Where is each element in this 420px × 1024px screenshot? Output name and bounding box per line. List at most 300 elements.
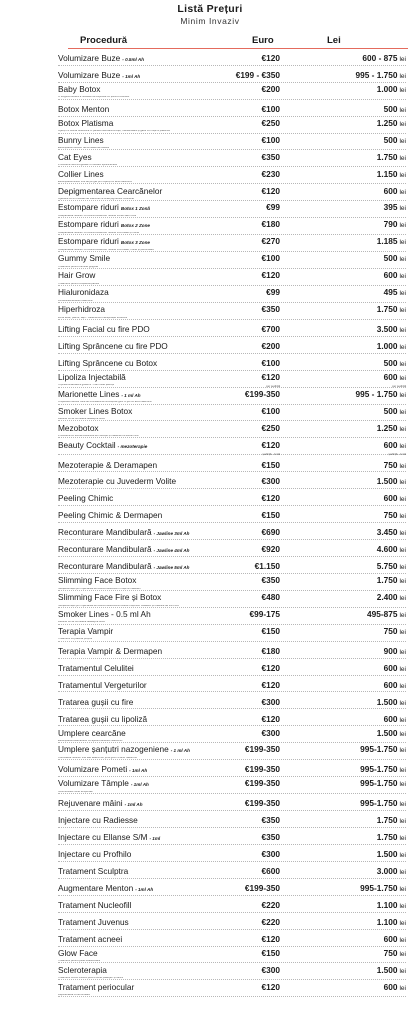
price-lei-value: 750 <box>383 459 398 470</box>
procedure-name <box>58 203 150 212</box>
procedure-note: Estomparea ridurilor de la rădăcina nasului <box>58 147 110 150</box>
procedure-label: Collier Lines <box>58 168 104 179</box>
procedure-name <box>58 983 134 991</box>
price-euro: €300 <box>261 476 280 487</box>
dotted-leader <box>58 454 406 455</box>
procedure-suffix: Botox 2 Zone <box>120 223 150 229</box>
procedure-name <box>58 288 109 296</box>
price-lei <box>384 373 406 383</box>
price-lei-value: 995 - 1.750 <box>355 69 398 80</box>
price-lei <box>377 305 406 315</box>
price-lei-unit: lei <box>399 374 406 382</box>
price-lei <box>384 136 406 146</box>
price-lei-unit: lei <box>399 628 406 636</box>
procedure-name <box>58 901 131 909</box>
price-row <box>0 847 420 864</box>
price-lei-unit: lei <box>399 137 406 145</box>
procedure-label: Estompare riduri <box>58 236 119 247</box>
procedure-name <box>58 576 136 584</box>
price-lei <box>360 765 406 775</box>
price-lei-value: 900 <box>383 645 398 656</box>
procedure-suffix: - 1ml Ah <box>130 782 149 788</box>
dotted-leader <box>58 675 406 676</box>
procedure-name <box>58 698 133 706</box>
procedure-name <box>58 271 95 279</box>
dotted-leader <box>58 573 406 574</box>
procedure-name <box>58 511 162 519</box>
price-lei-unit: lei <box>399 171 406 179</box>
procedure-name <box>58 610 151 618</box>
price-lei-value: 500 <box>383 405 398 416</box>
procedure-name <box>58 850 131 858</box>
price-row <box>0 407 420 424</box>
procedure-name <box>58 729 126 737</box>
price-lei <box>377 966 406 976</box>
price-lei-value: 790 <box>383 219 398 230</box>
procedure-label: Augmentare Menton <box>58 882 134 893</box>
procedure-note: Subțierea feței prin injectarea de toxină botulinică la nivelul mușchilor maseteri și inserare de fire PDO <box>58 604 180 607</box>
price-row <box>0 305 420 322</box>
price-lei-value: 500 <box>383 357 398 368</box>
dotted-leader <box>58 929 406 930</box>
procedure-name <box>58 254 110 262</box>
price-row <box>0 424 420 441</box>
procedure-label: Hialuronidaza <box>58 287 109 298</box>
procedure-note: Ridurile ce se formează deasupra buzei <box>58 621 106 624</box>
price-lei-value: 750 <box>383 947 398 958</box>
price-lei <box>377 576 406 586</box>
price-lei-unit: lei <box>399 479 406 487</box>
procedure-note: Tratament cu plasmă proprie <box>58 638 93 641</box>
dotted-leader <box>58 353 406 354</box>
price-lei-unit: lei <box>399 154 406 162</box>
price-lei-value: 1.100 <box>376 916 398 927</box>
procedure-note: Estomparea cearcănelor cu ajutorul acidului hialuronic <box>58 740 123 742</box>
price-row <box>0 864 420 881</box>
procedure-name <box>58 545 189 554</box>
procedure-name <box>58 935 122 943</box>
price-euro: €230 <box>261 168 280 179</box>
procedure-label: Lifting Sprâncene cu Botox <box>58 357 158 368</box>
dotted-leader <box>58 658 406 659</box>
price-lei-unit: lei <box>399 869 406 876</box>
procedure-label: Lifting Sprâncene cu fire PDO <box>58 340 168 351</box>
price-euro: €199-350 <box>244 798 280 809</box>
procedure-label: Injectare cu Ellanse S/M <box>58 832 148 843</box>
procedure-note: Umplerea ridurilor care se formează de la colțurile gurii în jos cu acid hialuronic <box>58 401 152 404</box>
price-lei-unit: lei <box>399 767 406 775</box>
procedure-name <box>58 220 150 229</box>
procedure-label: Injectare cu Profhilo <box>58 849 132 860</box>
dotted-leader <box>58 776 406 777</box>
price-lei-unit: lei <box>399 852 406 860</box>
procedure-suffix: - 1ml Ah <box>135 886 154 892</box>
procedure-name <box>58 664 134 672</box>
price-row <box>0 203 420 220</box>
price-lei-unit: lei <box>399 307 406 315</box>
price-row <box>0 881 420 898</box>
price-lei-unit: lei <box>399 547 406 555</box>
procedure-suffix: - 1ml Ah <box>122 73 141 79</box>
procedure-name <box>58 136 104 144</box>
price-euro: €120 <box>261 371 280 382</box>
procedure-label: Reconturare Mandibulară <box>58 561 152 572</box>
price-lei-unit: lei <box>399 442 406 450</box>
price-row <box>0 170 420 187</box>
price-euro-note: per ședință <box>266 384 280 389</box>
price-lei <box>384 359 406 369</box>
procedure-label: Tratament Sculptra <box>58 866 129 876</box>
procedure-name <box>58 153 92 161</box>
price-lei-unit: lei <box>399 902 406 910</box>
price-euro: €120 <box>261 713 280 724</box>
price-lei-value: 1.150 <box>376 168 398 179</box>
procedure-label: Slimming Face Fire și Botox <box>58 592 162 602</box>
price-row <box>0 458 420 475</box>
price-lei <box>384 187 406 197</box>
price-euro: €200 <box>261 340 280 351</box>
price-lei-unit: lei <box>399 801 406 809</box>
dotted-leader <box>58 82 406 83</box>
price-lei-unit: lei <box>399 716 406 724</box>
dotted-leader <box>58 861 406 862</box>
price-lei <box>384 494 406 504</box>
procedure-name <box>58 407 132 415</box>
procedure-name <box>58 461 157 469</box>
price-lei <box>384 407 406 417</box>
price-lei-unit: lei <box>399 462 406 470</box>
price-lei-value: 600 <box>383 185 398 196</box>
price-lei-value: 4.600 <box>376 544 398 555</box>
price-lei-unit: lei <box>399 781 406 789</box>
price-list <box>0 51 420 1000</box>
price-row <box>0 271 420 288</box>
procedure-label: Volumizare Buze <box>58 53 121 63</box>
price-lei-value: 1.750 <box>376 832 398 843</box>
price-lei-unit: lei <box>399 936 406 944</box>
price-lei-unit: lei <box>399 188 406 196</box>
procedure-note: Injecții cu toxină botulinică în partea inferioară a feței, mandibulară și gâtul cu mușchi platisma <box>58 130 170 133</box>
price-lei-unit: lei <box>399 967 406 975</box>
procedure-label: Reconturare Mandibulară <box>58 527 152 538</box>
price-lei <box>362 54 406 64</box>
price-lei-value: 600 <box>383 933 398 944</box>
procedure-label: Smoker Lines Botox <box>58 405 133 416</box>
procedure-note: Volumizarea zonei temporale <box>58 790 93 793</box>
procedure-label: Tratarea gușii cu fire <box>58 696 134 707</box>
price-euro: €100 <box>261 405 280 416</box>
procedure-name <box>58 779 149 788</box>
price-euro: €120 <box>261 679 280 690</box>
price-lei-note: per ședință <box>392 384 406 389</box>
dotted-leader <box>58 996 406 997</box>
procedure-name <box>58 765 147 774</box>
price-euro: €350 <box>261 151 280 162</box>
price-lei-value: 1.250 <box>376 117 398 128</box>
procedure-label: Estompare riduri <box>58 219 119 230</box>
procedure-note: Tratament pentru zâmbet gingival <box>58 265 98 268</box>
price-euro: €150 <box>261 459 280 470</box>
price-lei-unit: lei <box>399 222 406 230</box>
price-euro: €99-175 <box>249 608 280 619</box>
price-lei <box>377 153 406 163</box>
price-lei-unit: lei <box>399 730 406 738</box>
price-row <box>0 322 420 339</box>
price-lei <box>356 390 407 400</box>
price-lei-unit: lei <box>399 205 406 213</box>
price-lei <box>377 729 406 739</box>
price-row <box>0 678 420 695</box>
price-lei <box>356 71 407 81</box>
price-row <box>0 102 420 119</box>
header-divider <box>68 48 408 49</box>
price-row <box>0 949 420 966</box>
procedure-label: Hair Grow <box>58 270 96 281</box>
price-lei-value: 600 <box>383 371 398 382</box>
price-euro: €220 <box>261 899 280 910</box>
price-row <box>0 119 420 136</box>
price-lei <box>384 664 406 674</box>
price-lei-value: 995-1.750 <box>360 798 398 809</box>
price-euro: €250 <box>261 422 280 433</box>
price-row <box>0 85 420 102</box>
price-row <box>0 983 420 1000</box>
price-row <box>0 390 420 407</box>
price-euro: €120 <box>261 662 280 673</box>
procedure-name <box>58 325 150 333</box>
price-lei <box>377 816 406 826</box>
price-euro: €250 <box>261 117 280 128</box>
price-row <box>0 695 420 712</box>
procedure-suffix: - 1 ml Ah <box>121 392 141 398</box>
price-row <box>0 966 420 983</box>
price-lei-unit: lei <box>399 327 406 334</box>
dotted-leader <box>58 488 406 489</box>
procedure-label: Tratarea gușii cu lipoliză <box>58 713 148 724</box>
procedure-label: Estompare riduri <box>58 202 119 213</box>
price-row <box>0 762 420 779</box>
price-row <box>0 187 420 204</box>
procedure-suffix: - Jawline 4ml Ah <box>153 548 190 554</box>
dotted-leader <box>58 691 406 692</box>
price-lei <box>377 528 406 538</box>
dotted-leader <box>58 962 406 963</box>
price-lei-value: 1.750 <box>376 815 398 826</box>
procedure-name <box>58 54 144 63</box>
price-lei-value: 1.000 <box>376 83 398 94</box>
procedure-label: Marionette Lines <box>58 388 120 399</box>
dotted-leader <box>58 827 406 828</box>
procedure-label: Volumizare Pometi <box>58 764 128 775</box>
dotted-leader <box>58 844 406 845</box>
price-lei-value: 995-1.750 <box>360 764 398 775</box>
price-euro: €99 <box>266 287 280 298</box>
procedure-name <box>58 647 162 655</box>
price-euro: €150 <box>261 947 280 958</box>
price-lei-value: 3.450 <box>376 527 398 538</box>
price-lei-value: 600 <box>383 493 398 504</box>
procedure-label: Tratament acneei <box>58 933 123 944</box>
price-euro: €920 <box>261 544 280 555</box>
price-lei-value: 3.500 <box>376 324 398 334</box>
dotted-leader <box>58 471 406 472</box>
price-row <box>0 796 420 813</box>
procedure-name <box>58 949 98 957</box>
procedure-label: Hiperhidroza <box>58 304 106 315</box>
price-lei <box>384 254 406 264</box>
price-lei <box>384 441 406 451</box>
price-euro: €120 <box>261 185 280 196</box>
procedure-suffix: - Jawline 5ml Ah <box>153 565 190 571</box>
price-lei-value: 750 <box>383 510 398 521</box>
procedure-label: Tratamentul Celulitei <box>58 662 134 673</box>
price-row <box>0 51 420 68</box>
price-lei-value: 500 <box>383 134 398 145</box>
price-lei <box>384 983 406 993</box>
price-row <box>0 661 420 678</box>
price-lei-value: 995-1.750 <box>360 778 398 789</box>
price-lei <box>377 477 406 487</box>
price-lei <box>360 745 406 755</box>
price-lei <box>377 698 406 708</box>
price-lei <box>377 237 406 247</box>
price-lei-unit: lei <box>399 496 406 504</box>
price-lei-value: 1.500 <box>376 849 398 860</box>
procedure-label: Peeling Chimic & Dermapen <box>58 510 163 521</box>
procedure-note: Îndepărtarea ridurilor cu toxina botulinică: ridurile frunte sau frunte <box>58 214 137 217</box>
procedure-note: Procedură nechirurgicală cu ridicare sprâncenelor <box>58 164 118 167</box>
price-lei-unit: lei <box>399 391 406 399</box>
procedure-note: Tratament pentru piele strălucitoare <box>58 960 101 963</box>
price-euro: €100 <box>261 357 280 368</box>
procedure-note: Subțierea feței prin injectarea de toxină botulinică în mușchii maseteri <box>58 587 141 590</box>
dotted-leader <box>58 556 406 557</box>
price-lei-value: 1.500 <box>376 696 398 707</box>
price-lei <box>377 593 406 603</box>
price-row <box>0 593 420 610</box>
dotted-leader <box>58 370 406 371</box>
procedure-note: Rejuvenarea zonei oculare <box>58 994 90 997</box>
procedure-suffix: - 1ml Ah <box>124 802 143 808</box>
procedure-label: Lipoliza Injectabilă <box>58 371 126 382</box>
price-lei-unit: lei <box>399 273 406 281</box>
price-lei-value: 600 <box>383 713 398 724</box>
procedure-note: Îndepărtarea ridurilor cu toxina botulinică: ridurile încruntate, frunte și perioculare <box>58 248 154 251</box>
price-lei <box>384 511 406 521</box>
price-euro: €350 <box>261 304 280 315</box>
price-row <box>0 153 420 170</box>
price-lei-value: 995-1.750 <box>360 882 398 893</box>
procedure-label: Tratament Juvenus <box>58 916 129 927</box>
procedure-name <box>58 715 147 723</box>
price-row <box>0 627 420 644</box>
price-lei <box>384 949 406 959</box>
price-row <box>0 542 420 559</box>
procedure-label: Depigmentarea Cearcănelor <box>58 185 163 196</box>
price-row <box>0 830 420 847</box>
procedure-name <box>58 816 138 824</box>
procedure-note: Topirea localizată a grăsimii - mai multe ședințe <box>58 384 115 387</box>
price-lei-unit: lei <box>399 648 406 656</box>
price-row <box>0 491 420 508</box>
procedure-name <box>58 884 153 893</box>
price-row <box>0 441 420 458</box>
dotted-leader <box>58 946 406 947</box>
price-euro: €100 <box>261 103 280 114</box>
price-lei <box>384 203 406 213</box>
procedure-suffix: Botox 1 Zonă <box>120 206 150 212</box>
price-lei-value: 1.000 <box>376 340 398 351</box>
dotted-leader <box>58 641 406 642</box>
price-lei-value: 600 - 875 <box>362 53 398 63</box>
price-euro: €180 <box>261 645 280 656</box>
price-row <box>0 712 420 729</box>
price-lei <box>377 867 406 877</box>
price-row <box>0 644 420 661</box>
price-euro: €199-350 <box>244 388 280 399</box>
price-lei <box>384 271 406 281</box>
price-lei-unit: lei <box>399 530 406 538</box>
procedure-label: Reconturare Mandibulară <box>58 544 152 555</box>
price-row <box>0 610 420 627</box>
procedure-note: Estomparea liniilor fine de pe gât prin injecții cu acid hialuronic <box>58 181 133 184</box>
price-row <box>0 220 420 237</box>
procedure-label: Tratament periocular <box>58 981 135 992</box>
dotted-leader <box>58 624 406 625</box>
price-euro: €180 <box>261 219 280 230</box>
price-lei-value: 3.000 <box>376 866 398 876</box>
price-lei <box>384 715 406 725</box>
procedure-name <box>58 342 168 350</box>
price-lei <box>360 799 406 809</box>
column-header-procedure: Procedură <box>80 35 127 46</box>
price-lei <box>384 647 406 657</box>
procedure-label: Slimming Face Botox <box>58 575 137 586</box>
procedure-name <box>58 494 113 502</box>
dotted-leader <box>58 539 406 540</box>
procedure-name <box>58 477 176 485</box>
procedure-name <box>58 71 140 80</box>
price-lei <box>377 342 406 352</box>
column-header-euro: Euro <box>252 35 274 46</box>
price-euro: €120 <box>261 53 280 63</box>
price-lei-value: 600 <box>383 679 398 690</box>
price-lei-value: 5.750 <box>376 561 398 572</box>
price-lei-unit: lei <box>399 239 406 247</box>
price-lei-unit: lei <box>399 950 406 958</box>
procedure-name <box>58 390 141 399</box>
price-lei <box>384 461 406 471</box>
price-row <box>0 559 420 576</box>
procedure-note: Dizolvarea acidului hialuronic <box>58 299 93 302</box>
price-row <box>0 525 420 542</box>
procedure-name <box>58 187 162 195</box>
procedure-name <box>58 424 99 432</box>
price-lei <box>377 918 406 928</box>
price-euro: €300 <box>261 849 280 860</box>
price-euro: €120 <box>261 270 280 281</box>
dotted-leader <box>58 116 406 117</box>
price-lei <box>360 884 406 894</box>
procedure-label: Volumizare Buze <box>58 69 121 80</box>
price-lei <box>377 119 406 129</box>
procedure-label: Umplere cearcăne <box>58 727 126 738</box>
price-euro: €199-350 <box>244 778 280 789</box>
price-row <box>0 745 420 762</box>
procedure-label: Cat Eyes <box>58 151 92 162</box>
price-euro: €350 <box>261 832 280 843</box>
price-lei-unit: lei <box>399 699 406 707</box>
